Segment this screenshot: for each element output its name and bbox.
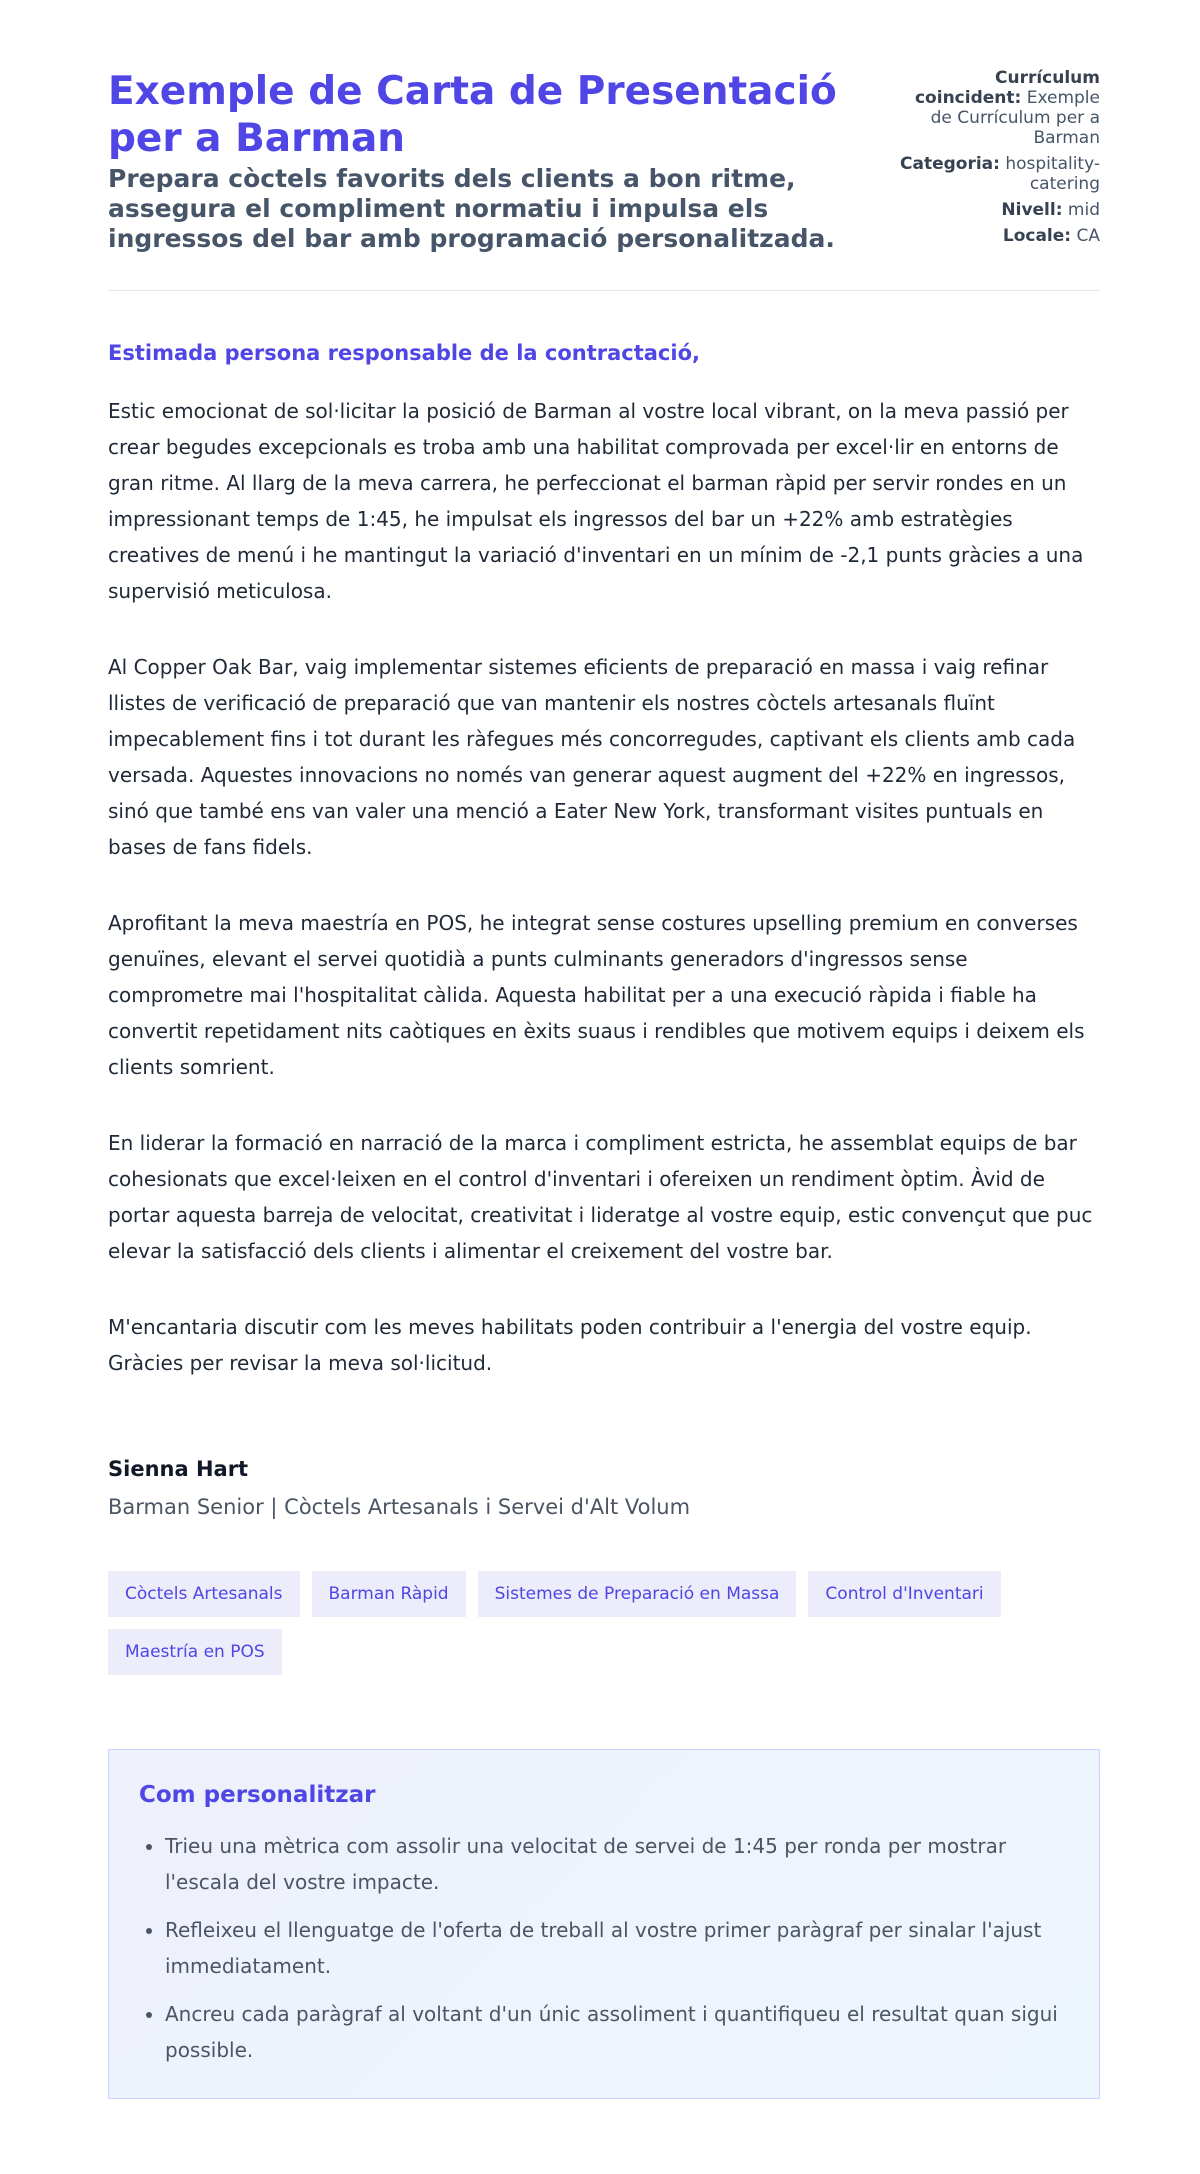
tip-item: • Trieu una mètrica com assolir una velocitat de servei de 1:45 per ronda per mostrar l'escala del vostre impacte. bbox=[165, 1828, 1069, 1900]
skill-tag: Maestría en POS bbox=[108, 1629, 282, 1675]
page-header bbox=[108, 0, 1100, 291]
meta-value: mid bbox=[1067, 200, 1100, 220]
letter-body bbox=[108, 393, 1100, 1381]
paragraph: M'encantaria discutir com les meves habilitats poden contribuir a l'energia del vostre equip. Gràcies per revisar la meva sol·licitud. bbox=[108, 1315, 1032, 1375]
paragraph: Estic emocionat de sol·licitar la posició de Barman al vostre local vibrant, on la meva passió per crear begudes excepcionals es troba amb una habilitat comprovada per excel·lir en entorns de gran ritme. Al llarg de la meva carrera, he perfeccionat el barman ràpid per servir rondes en un impressionant temps de 1:45, he impulsat els ingressos del bar un +22% amb estratègies creatives de menú i he mantingut la variació d'inventari en un mínim de -2,1 punts gràcies a una supervisió meticulosa. bbox=[108, 399, 1084, 603]
page-title: Exemple de Carta de Presentació per a Barman bbox=[108, 69, 837, 161]
meta-value: CA bbox=[1076, 226, 1100, 246]
meta-label: Currículum coincident: bbox=[914, 68, 1100, 108]
meta-label: Locale: bbox=[1002, 226, 1072, 246]
tip-item: • Ancreu cada paràgraf al voltant d'un únic assoliment i quantifiqueu el resultat quan sigui possible. bbox=[165, 1996, 1069, 2068]
tip-item: • Refleixeu el llenguatge de l'oferta de treball al vostre primer paràgraf per sinalar l'ajust immediatament. bbox=[165, 1912, 1069, 1984]
signer-role: Barman Senior | Còctels Artesanals i Servei d'Alt Volum bbox=[108, 1495, 691, 1519]
meta-label: Nivell: bbox=[1001, 200, 1063, 220]
signer-name: Sienna Hart bbox=[108, 1457, 249, 1481]
tips-list bbox=[139, 1828, 1069, 2068]
skill-tag: Còctels Artesanals bbox=[108, 1571, 300, 1617]
skill-tag: Barman Ràpid bbox=[312, 1571, 466, 1617]
page-subtitle: Prepara còctels favorits dels clients a bon ritme, assegura el compliment normatiu i impulsa els ingressos del bar amb programació personalitzada. bbox=[108, 164, 835, 253]
skill-tag: Sistemes de Preparació en Massa bbox=[478, 1571, 797, 1617]
skill-tag: Control d'Inventari bbox=[808, 1571, 1000, 1617]
tips-title: Com personalitzar bbox=[139, 1782, 376, 1808]
customize-tips bbox=[108, 1749, 1100, 2099]
meta-locale bbox=[900, 226, 1100, 246]
signature bbox=[108, 1457, 1100, 1519]
paragraph: Aprofitant la meva maestría en POS, he integrat sense costures upselling premium en converses genuïnes, elevant el servei quotidià a punts culminants generadors d'ingressos sense comprometre mai l'hospitalitat càlida. Aquesta habilitat per a una execució ràpida i fiable ha convertit repetidament nits caòtiques en èxits suaus i rendibles que motivem equips i deixem els clients somrient. bbox=[108, 911, 1085, 1079]
meta-level bbox=[900, 200, 1100, 220]
meta-resume bbox=[900, 68, 1100, 148]
skill-tags bbox=[108, 1571, 1100, 1675]
meta-value: hospitality-catering bbox=[1005, 154, 1100, 194]
meta-label: Categoria: bbox=[900, 154, 1000, 174]
meta-panel bbox=[900, 68, 1100, 254]
paragraph: Al Copper Oak Bar, vaig implementar sistemes eficients de preparació en massa i vaig refinar llistes de verificació de preparació que van mantenir els nostres còctels artesanals fluïnt impecablement fins i tot durant les ràfegues més concorregudes, captivant els clients amb cada versada. Aquestes innovacions no només van generar aquest augment del +22% en ingressos, sinó que també ens van valer una menció a Eater New York, transformant visites puntuals en bases de fans fidels. bbox=[108, 655, 1076, 859]
meta-value: Exemple de Currículum per a Barman bbox=[930, 88, 1100, 148]
meta-category bbox=[900, 154, 1100, 194]
paragraph: En liderar la formació en narració de la marca i compliment estricta, he assemblat equips de bar cohesionats que excel·leixen en el control d'inventari i ofereixen un rendiment òptim. Àvid de portar aquesta barreja de velocitat, creativitat i lideratge al vostre equip, estic convençut que puc elevar la satisfacció dels clients i alimentar el creixement del vostre bar. bbox=[108, 1131, 1093, 1263]
cover-letter bbox=[108, 0, 1100, 2099]
greeting: Estimada persona responsable de la contractació, bbox=[108, 341, 700, 365]
